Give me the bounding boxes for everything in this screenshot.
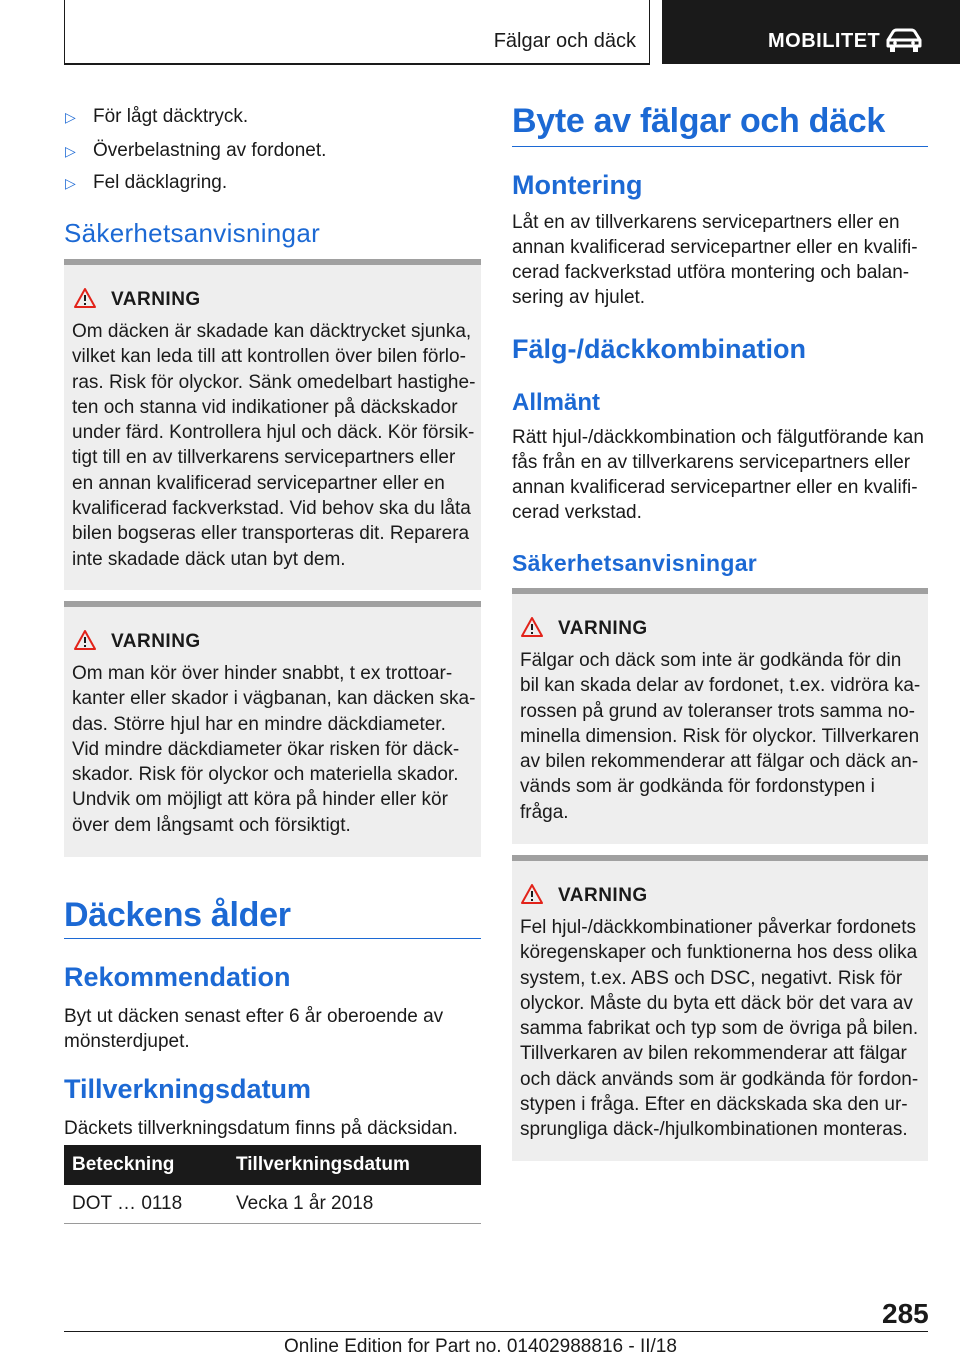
footer-rule [64,1331,928,1332]
table-cell: DOT … 0118 [64,1185,228,1224]
combination-heading: Fälg-/däckkombination [512,334,807,364]
header-section-title: Fälgar och däck [493,30,636,52]
mounting-text: Låt en av tillverkarens servicepartners eller en annan kvalificerad servicepartner eller en kvalifi- cerad fackverkstad utföra montering och balan- sering av hjulet. [512,212,918,308]
safety-heading-right: Säkerhetsanvisningar [512,550,758,576]
heading-rule [64,938,481,939]
table-row [64,1185,481,1224]
warning-triangle-icon [520,883,544,910]
car-icon [884,28,924,59]
recommendation-text: Byt ut däcken senast efter 6 år oberoende av mönsterdjupet. [64,1006,444,1052]
table-cell: Vecka 1 år 2018 [228,1185,481,1224]
warning-triangle-icon [73,629,97,656]
general-text: Rätt hjul-/däckkombination och fälgutförande kan fås från en av tillverkarens servicepartners eller annan kvalificerad servicepartner eller en kvalifi- cerad verkstad. [512,427,924,523]
main-heading: Byte av fälgar och däck [512,102,885,140]
header-chapter-label: MOBILITET [768,30,881,52]
bullet-text: För lågt däcktryck. [93,106,249,127]
general-heading: Allmänt [512,389,601,416]
bullet-item [65,106,248,128]
bullet-triangle-icon: ▷ [65,175,76,191]
page-number: 285 [882,1298,929,1329]
header-mid-rule [649,0,650,64]
warning-title: VARNING [111,631,201,652]
heading-rule [512,146,928,147]
recommendation-heading: Rekommendation [64,962,291,992]
warning-triangle-icon [73,287,97,314]
warning-text: Fel hjul-/däckkombinationer påverkar fordonets köregenskaper och funktionerna hos dess olika system, t.ex. ABS och DSC, negativt. Risk för olyckor. Måste du byta ett däck bör det vara av samma fabrikat och typ som de övriga på bilen. Tillverkaren av bilen rekommenderar att fälgar och däck används som är godkända för fordon- stypen i fråga. Efter en däckskada ska den ur- sprungliga däck-/hjulkombinationen monteras. [520,917,919,1141]
warning-text: Om däcken är skadade kan däcktrycket sjunka, vilket kan leda till att kontrollen över bilen förlo- ras. Risk för olyckor. Sänk omedelbart hastighe- ten och stanna vid indikationer på däckskador under färd. Kontrollera hjul och däck. Kör försik- tigt till en av tillverkarens servicepartners eller en annan kvalificerad servicepartner eller en kvalificerad fackverkstad. Vid behov ska du låta bilen bogseras eller transporteras dit. Reparera inte skadade däck utan byt dem. [72,321,476,570]
warning-title: VARNING [111,289,201,310]
header-bottom-rule [64,63,650,65]
footer-edition: Online Edition for Part no. 01402988816 - II/18 [284,1336,677,1357]
mounting-heading: Montering [512,170,643,200]
warning-title: VARNING [558,618,648,639]
manufacture-text: Däckets tillverkningsdatum finns på däcksidan. [64,1118,458,1139]
bullet-triangle-icon: ▷ [65,143,76,159]
bullet-item [65,140,326,162]
warning-text: Om man kör över hinder snabbt, t ex trottoar- kanter eller skador i vägbanan, kan däcken ska- das. Större hjul har en mindre däckdiameter. Vid mindre däckdiameter ökar risken för däck- skador. Risk för olyckor och materiella skador. Undvik om möjligt att köra på hinder eller kör över dem långsamt och försiktigt. [72,663,476,836]
table-header: Tillverkningsdatum [228,1145,481,1185]
safety-heading-left: Säkerhetsanvisningar [64,218,321,248]
bullet-text: Överbelastning av fordonet. [93,140,327,161]
bullet-item [65,172,227,194]
manufacture-heading: Tillverkningsdatum [64,1074,312,1104]
date-table [64,1145,481,1224]
bullet-text: Fel däcklagring. [93,172,228,193]
warning-triangle-icon [520,616,544,643]
warning-title: VARNING [558,885,648,906]
bullet-triangle-icon: ▷ [65,109,76,125]
age-heading: Däckens ålder [64,896,291,934]
warning-text: Fälgar och däck som inte är godkända för din bil kan skada delar av fordonet, t.ex. vidröra ka- rossen på grund av toleranser trots samma no- minella dimension. Risk för olyckor. Tillverkaren av bilen rekommenderar att fälgar och däck an- vänds som är godkända för fordonstypen i fråga. [520,650,921,823]
header-left-rule [64,0,65,64]
table-header: Beteckning [64,1145,228,1185]
